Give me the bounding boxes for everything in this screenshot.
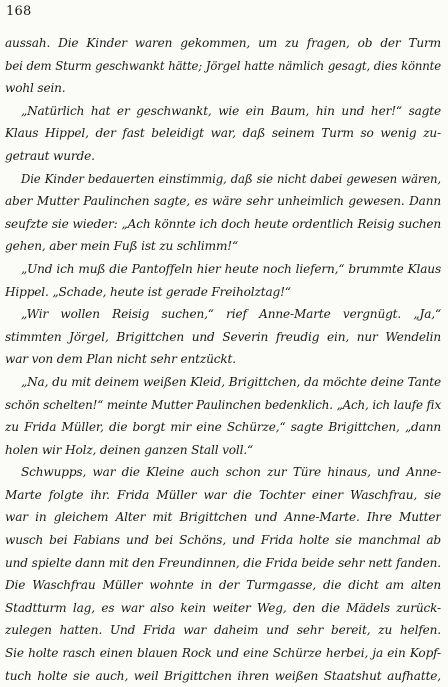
text-line: Schwupps, war die Kleine auch schon zur Türe hinaus, und Anne- [21,465,441,480]
text-line: getraut wurde. [5,148,95,163]
text-line: stimmten Jörgel, Brigittchen und Severin freudig ein, nur Wendelin [5,329,441,344]
text-line: schön schelten!“ meinte Mutter Paulinchen bedenklich. „Ach, ich laufe fix [5,397,441,412]
text-line: zu Frida Müller, die borgt mir eine Schürze,“ sagte Brigittchen, „dann [5,420,441,435]
text-line: Die Kinder bedauerten einstimmig, daß sie nicht dabei gewesen wären, [21,171,441,186]
text-line: Marte folgte ihr. Frida Müller war die Tochter einer Waschfrau, sie [5,487,441,502]
text-line: zulegen hatten. Und Frida war daheim und sehr bereit, zu helfen. [5,623,441,638]
text-line: seufzte sie wieder: „Ach könnte ich doch heute ordentlich Reisig suchen [5,216,441,231]
text-line: Klaus Hippel, der fast beleidigt war, daß seinem Turm so wenig zu- [5,126,441,141]
text-line: aber Mutter Paulinchen sagte, es wäre sehr unheimlich gewesen. Dann [5,194,441,209]
page-number: 168 [6,4,32,19]
text-line: tuch holte sie auch, weil Brigittchen ihren weißen Staatshut aufhatte, [5,668,441,683]
text-line: Stadtturm lag, es war also kein weiter Weg, den die Mädels zurück- [5,600,441,615]
text-line: wohl sein. [5,81,66,96]
text-line: war in gleichem Alter mit Brigittchen und Anne-Marte. Ihre Mutter [5,510,441,525]
body-text [5,32,441,687]
text-line: war von dem Plan nicht sehr entzückt. [5,352,236,367]
text-line: „Na, du mit deinem weißen Kleid, Brigittchen, da möchte deine Tante [21,374,441,389]
text-line: holen wir Holz, deinen ganzen Stall voll.“ [5,442,254,457]
text-line: aussah. Die Kinder waren gekommen, um zu fragen, ob der Turm [5,36,441,50]
text-line: Die Waschfrau Müller wohnte in der Turmgasse, die dicht am alten [5,578,441,593]
text-line: Sie holte rasch einen blauen Rock und eine Schürze herbei, ja ein Kopf- [5,646,441,661]
text-line: bei dem Sturm geschwankt hätte; Jörgel hatte nämlich gesagt, dies könnte [5,58,441,73]
text-line: „Wir wollen Reisig suchen,“ rief Anne-Marte vergnügt. „Ja,“ [21,307,441,322]
text-line: Hippel. „Schade, heute ist gerade Freiholztag!“ [5,284,291,299]
text-line: wusch bei Fabians und bei Schöns, und Frida holte sie manchmal ab [5,533,441,548]
text-line: gehen, aber mein Fuß ist zu schlimm!“ [5,239,239,254]
text-line: und spielte dann mit den Freundinnen, die Frida beide sehr nett fanden. [5,555,441,570]
text-line: „Natürlich hat er geschwankt, wie ein Baum, hin und her!“ sagte [21,103,441,118]
text-line: „Und ich muß die Pantoffeln hier heute noch liefern,“ brummte Klaus [21,261,441,276]
